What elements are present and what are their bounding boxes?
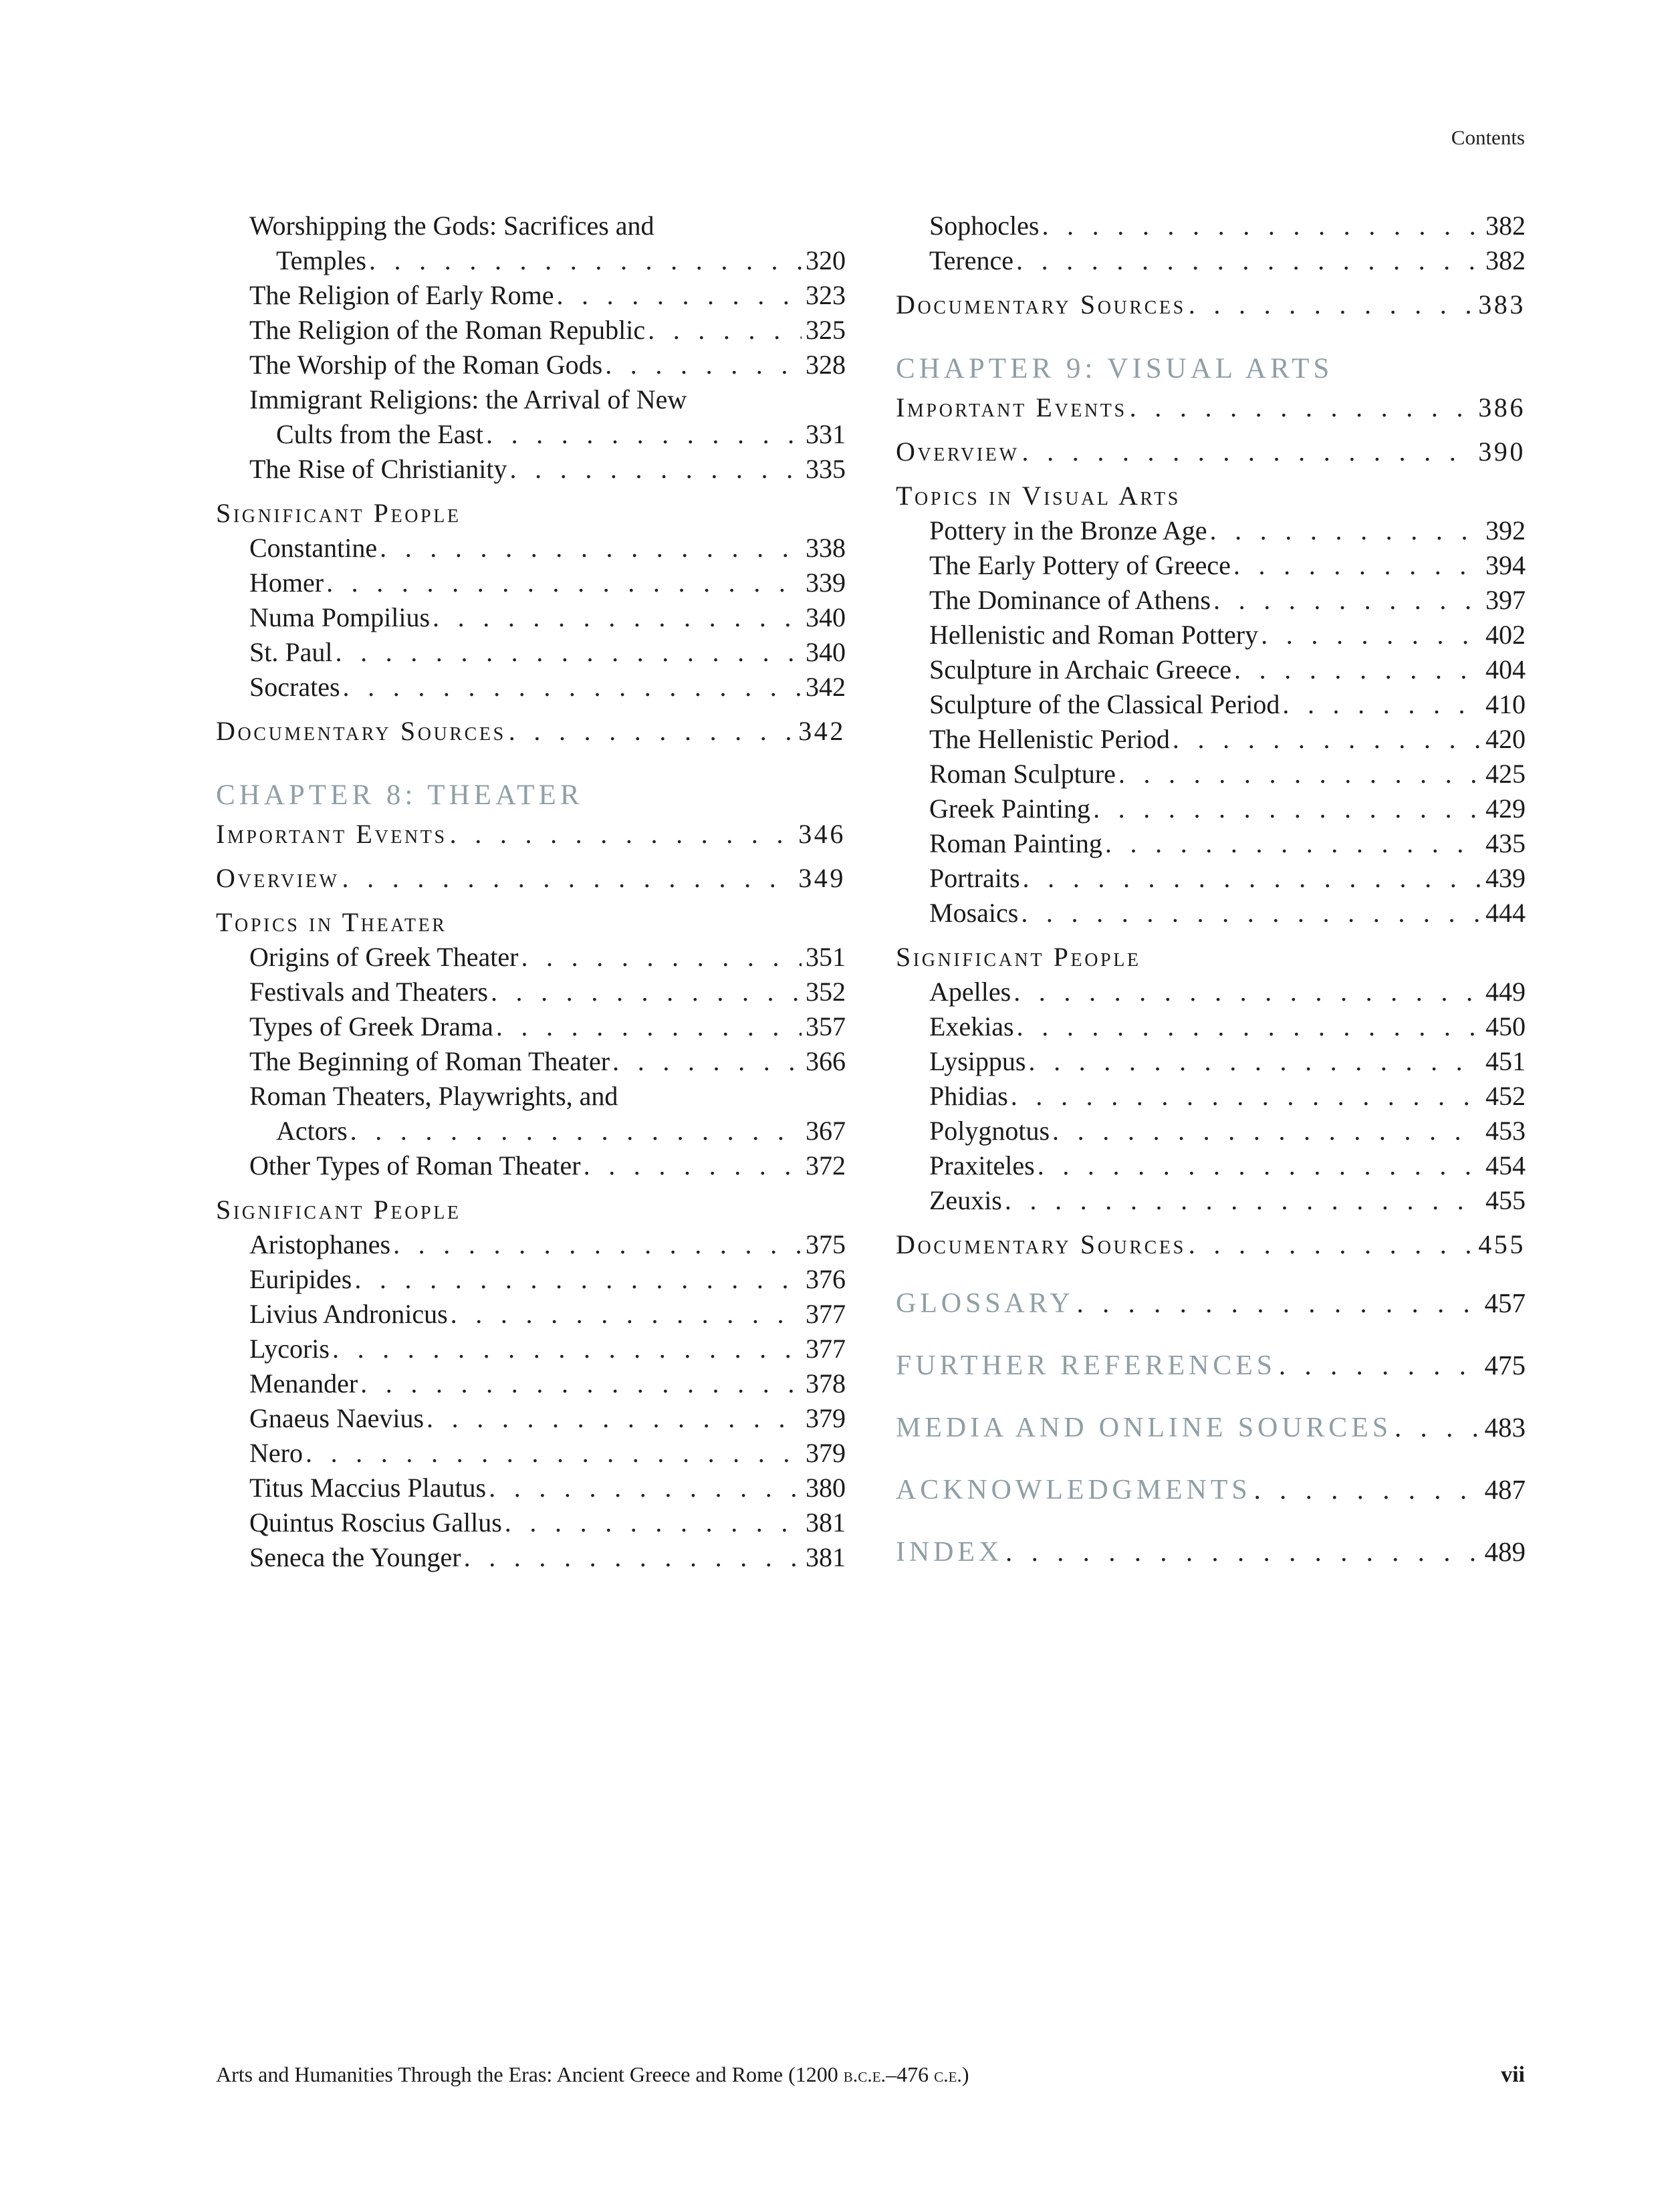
toc-leader (335, 635, 802, 670)
toc-entry-title: The Early Pottery of Greece (929, 550, 1231, 580)
toc-entry[interactable] (896, 1183, 1526, 1218)
toc-entry-title: FURTHER REFERENCES (896, 1350, 1276, 1381)
toc-page-number: 489 (1484, 1536, 1526, 1567)
toc-entry-title: Other Types of Roman Theater (249, 1150, 581, 1181)
toc-entry[interactable] (216, 566, 846, 600)
toc-entry[interactable] (896, 791, 1526, 826)
toc-page-number: 346 (798, 819, 846, 849)
toc-entry-documentary-sources[interactable] (896, 287, 1526, 322)
toc-entry-title: Menander (249, 1368, 358, 1398)
toc-leader (521, 940, 802, 975)
toc-entry-title: Overview (896, 437, 1019, 467)
toc-page-number: 323 (806, 280, 846, 310)
toc-entry-acknowledgments[interactable] (896, 1469, 1526, 1511)
toc-entry-title: The Worship of the Roman Gods (249, 350, 603, 380)
toc-entry-further-references[interactable] (896, 1344, 1526, 1386)
toc-page-number: 449 (1485, 977, 1526, 1007)
toc-entry-title: Quintus Roscius Gallus (249, 1507, 502, 1538)
toc-entry[interactable] (896, 722, 1526, 757)
chapter-title[interactable]: CHAPTER 8: THEATER (216, 779, 584, 811)
toc-leader (505, 1505, 802, 1540)
toc-entry[interactable] (216, 1332, 846, 1366)
toc-entry[interactable] (216, 1366, 846, 1401)
toc-entry[interactable] (216, 1009, 846, 1044)
toc-entry[interactable] (896, 583, 1526, 618)
toc-entry-title: The Religion of Early Rome (249, 280, 554, 310)
toc-entry-title: Types of Greek Drama (249, 1011, 493, 1041)
toc-page-number: 325 (806, 315, 846, 345)
toc-leader (1279, 1344, 1481, 1386)
toc-entry[interactable] (216, 1471, 846, 1505)
toc-entry[interactable] (216, 1297, 846, 1332)
toc-page-number: 429 (1485, 793, 1526, 824)
toc-entry[interactable] (216, 1227, 846, 1262)
toc-entry[interactable] (896, 1044, 1526, 1079)
toc-page-number: 320 (806, 245, 846, 275)
toc-entry-title: Lysippus (929, 1046, 1026, 1076)
toc-leader (1105, 826, 1481, 861)
toc-leader (360, 1366, 802, 1401)
toc-page-number: 378 (806, 1368, 846, 1398)
toc-leader (380, 531, 802, 566)
toc-entry[interactable] (216, 1401, 846, 1436)
toc-entry[interactable] (896, 1079, 1526, 1114)
toc-entry[interactable] (896, 861, 1526, 896)
toc-leader (1076, 1282, 1480, 1324)
toc-entry-title: Homer (249, 568, 324, 598)
toc-leader (433, 600, 802, 635)
toc-leader (491, 975, 802, 1009)
toc-page-number: 457 (1484, 1288, 1526, 1318)
toc-entry-continuation[interactable] (216, 243, 846, 278)
toc-entry-title: Actors (276, 1116, 348, 1146)
toc-entry-overview[interactable] (216, 861, 846, 896)
toc-leader (1016, 243, 1481, 278)
toc-leader (1261, 618, 1481, 652)
toc-page-number: 475 (1484, 1350, 1526, 1380)
toc-leader (1005, 1183, 1481, 1218)
toc-page-number: 338 (806, 533, 846, 563)
toc-entry[interactable] (216, 1044, 846, 1079)
toc-page-number: 379 (806, 1403, 846, 1433)
toc-entry[interactable] (896, 209, 1526, 243)
toc-entry-title: Gnaeus Naevius (249, 1403, 425, 1433)
toc-leader (464, 1540, 802, 1575)
toc-entry-title: Sophocles (929, 211, 1040, 241)
toc-leader (450, 817, 795, 852)
toc-entry-title: The Dominance of Athens (929, 585, 1211, 615)
toc-entry-documentary-sources[interactable] (896, 1227, 1526, 1262)
toc-leader (496, 1009, 802, 1044)
toc-entry-title: Constantine (249, 533, 378, 563)
toc-entry-title: Documentary Sources (896, 1229, 1186, 1259)
toc-page-number: 397 (1485, 585, 1526, 615)
toc-page-number: 335 (806, 454, 846, 484)
toc-entry[interactable] (216, 635, 846, 670)
toc-entry[interactable] (896, 975, 1526, 1009)
toc-entry[interactable] (216, 278, 846, 313)
page-number: vii (1501, 2062, 1525, 2087)
toc-entry[interactable] (896, 1009, 1526, 1044)
toc-leader (1209, 513, 1481, 548)
toc-entry[interactable] (216, 1262, 846, 1297)
toc-leader (1052, 1114, 1481, 1148)
toc-entry-title: MEDIA AND ONLINE SOURCES (896, 1413, 1392, 1443)
toc-leader (1093, 791, 1481, 826)
toc-page-number: 483 (1484, 1412, 1526, 1443)
toc-entry-title: Origins of Greek Theater (249, 942, 519, 972)
toc-leader (342, 861, 795, 896)
toc-entry-title: Numa Pompilius (249, 602, 431, 632)
toc-leader (1130, 390, 1475, 425)
toc-page-number: 381 (806, 1542, 846, 1572)
toc-page-number: 372 (806, 1150, 846, 1181)
toc-page-number: 376 (806, 1264, 846, 1294)
toc-entry-title: Greek Painting (929, 793, 1091, 824)
toc-entry[interactable] (216, 1079, 846, 1114)
toc-page-number: 351 (806, 942, 846, 972)
toc-entry[interactable] (216, 1148, 846, 1183)
toc-entry[interactable] (216, 975, 846, 1009)
toc-page-number: 382 (1485, 245, 1526, 275)
chapter-title[interactable]: CHAPTER 9: VISUAL ARTS (896, 353, 1334, 384)
toc-page-number: 450 (1485, 1011, 1526, 1041)
toc-leader (451, 1297, 802, 1332)
toc-page-number: 377 (806, 1299, 846, 1329)
toc-entry-title: The Hellenistic Period (929, 724, 1170, 754)
toc-entry[interactable] (216, 348, 846, 382)
toc-leader (1173, 722, 1481, 757)
toc-leader (605, 348, 802, 382)
toc-entry-title: Seneca the Younger (249, 1542, 461, 1572)
toc-leader (1023, 861, 1481, 896)
toc-page-number: 455 (1485, 1185, 1526, 1215)
toc-entry[interactable] (896, 1114, 1526, 1148)
toc-entry-title: Livius Andronicus (249, 1299, 448, 1329)
toc-entry-title: Immigrant Religions: the Arrival of New (249, 384, 687, 414)
toc-page-number: 342 (806, 672, 846, 702)
toc-leader (1042, 209, 1481, 243)
toc-entry[interactable] (216, 452, 846, 487)
toc-leader (556, 278, 802, 313)
toc-leader (326, 566, 802, 600)
toc-page-number: 383 (1478, 289, 1526, 320)
toc-entry-title: Roman Sculpture (929, 759, 1116, 789)
toc-entry-title: Worshipping the Gods: Sacrifices and (249, 211, 654, 241)
toc-entry[interactable] (896, 243, 1526, 278)
toc-page-number: 381 (806, 1507, 846, 1538)
toc-page-number: 357 (806, 1011, 846, 1041)
toc-leader (354, 1262, 802, 1297)
book-title: Arts and Humanities Through the Eras: Ancient Greece and Rome (1200 b.c.e.–476 c.e.) (216, 2062, 969, 2086)
toc-page-number: 377 (806, 1334, 846, 1364)
toc-entry[interactable] (896, 687, 1526, 722)
page-footer (216, 2062, 1525, 2088)
toc-page-number: 444 (1485, 898, 1526, 928)
toc-entry-important-events[interactable] (216, 817, 846, 852)
toc-page-number: 380 (806, 1473, 846, 1503)
toc-leader (1017, 1009, 1481, 1044)
toc-entry-title: Documentary Sources (216, 716, 506, 746)
toc-leader (612, 1044, 802, 1079)
toc-entry-title: Festivals and Theaters (249, 977, 488, 1007)
toc-entry-title: Polygnotus (929, 1116, 1050, 1146)
running-head: Contents (1451, 126, 1525, 149)
toc-entry-title: Temples (276, 245, 366, 275)
toc-leader (1254, 1469, 1481, 1510)
toc-leader (1022, 435, 1475, 469)
toc-entry-title: Portraits (929, 863, 1020, 893)
toc-page-number: 379 (806, 1438, 846, 1468)
toc-leader (393, 1227, 802, 1262)
toc-entry-title: Roman Painting (929, 828, 1102, 858)
toc-page-number: 352 (806, 977, 846, 1007)
toc-entry-title: Terence (929, 245, 1013, 275)
toc-entry-title: Documentary Sources (896, 289, 1186, 320)
toc-page-number: 375 (806, 1229, 846, 1259)
toc-entry[interactable] (896, 757, 1526, 791)
toc-entry[interactable] (216, 940, 846, 975)
toc-leader (343, 670, 802, 705)
toc-leader (1038, 1148, 1481, 1183)
toc-entry-title: Sculpture in Archaic Greece (929, 654, 1232, 685)
toc-leader (1011, 1079, 1481, 1114)
toc-leader (1282, 687, 1481, 722)
section-heading: Significant People (896, 942, 1141, 972)
toc-leader (1234, 652, 1481, 687)
toc-entry-documentary-sources[interactable] (216, 714, 846, 749)
toc-page-number: 366 (806, 1046, 846, 1076)
toc-page-number: 455 (1478, 1229, 1526, 1259)
toc-entry-title: Lycoris (249, 1334, 330, 1364)
toc-entry[interactable] (216, 209, 846, 243)
toc-entry[interactable] (216, 1540, 846, 1575)
toc-entry[interactable] (216, 1505, 846, 1540)
toc-entry-title: Socrates (249, 672, 340, 702)
toc-page-number: 451 (1485, 1046, 1526, 1076)
toc-entry-title: Titus Maccius Plautus (249, 1473, 487, 1503)
toc-leader (1028, 1044, 1481, 1079)
toc-page-number: 420 (1485, 724, 1526, 754)
toc-page-number: 410 (1485, 689, 1526, 719)
toc-entry-title: Nero (249, 1438, 303, 1468)
toc-entry[interactable] (216, 313, 846, 348)
toc-entry-title: St. Paul (249, 637, 333, 667)
toc-page-number: 435 (1485, 828, 1526, 858)
toc-page-number: 394 (1485, 550, 1526, 580)
toc-leader (1021, 896, 1481, 931)
toc-entry[interactable] (896, 1148, 1526, 1183)
toc-page-number: 339 (806, 568, 846, 598)
toc-entry-title: The Beginning of Roman Theater (249, 1046, 610, 1076)
toc-leader (648, 313, 802, 348)
toc-entry-title: Sculpture of the Classical Period (929, 689, 1280, 719)
toc-entry[interactable] (896, 618, 1526, 652)
toc-leader (1189, 1227, 1474, 1262)
toc-page-number: 340 (806, 602, 846, 632)
toc-entry-title: Exekias (929, 1011, 1014, 1041)
section-heading: Significant People (216, 498, 461, 528)
toc-leader (1233, 548, 1481, 583)
toc-entry-overview[interactable] (896, 435, 1526, 469)
toc-entry[interactable] (896, 652, 1526, 687)
toc-entry-title: Important Events (896, 392, 1127, 422)
toc-page-number: 454 (1485, 1150, 1526, 1181)
toc-leader (332, 1332, 802, 1366)
toc-page-number: 402 (1485, 620, 1526, 650)
toc-entry-title: Mosaics (929, 898, 1019, 928)
toc-leader (584, 1148, 802, 1183)
toc-leader (486, 417, 802, 452)
toc-entry-title: Pottery in the Bronze Age (929, 515, 1207, 545)
toc-entry-title: The Rise of Christianity (249, 454, 507, 484)
toc-entry[interactable] (216, 670, 846, 705)
toc-entry-continuation[interactable] (216, 1114, 846, 1148)
toc-leader (1189, 287, 1474, 322)
toc-entry-title: Aristophanes (249, 1229, 391, 1259)
toc-page-number: 390 (1478, 437, 1526, 467)
section-heading: Topics in Visual Arts (896, 481, 1181, 511)
toc-leader (489, 1471, 802, 1505)
toc-page-number: 328 (806, 350, 846, 380)
toc-entry-title: The Religion of the Roman Republic (249, 315, 646, 345)
toc-right-column (896, 209, 1526, 1573)
toc-entry-index[interactable] (896, 1531, 1526, 1573)
toc-entry[interactable] (216, 1436, 846, 1471)
toc-entry-title: Euripides (249, 1264, 352, 1294)
toc-leader (509, 714, 794, 749)
toc-entry-title: ACKNOWLEDGMENTS (896, 1475, 1251, 1505)
toc-page-number: 340 (806, 637, 846, 667)
toc-entry-title: Overview (216, 863, 340, 893)
toc-page-number: 404 (1485, 654, 1526, 685)
toc-page-number: 439 (1485, 863, 1526, 893)
toc-page-number: 367 (806, 1116, 846, 1146)
toc-entry[interactable] (216, 382, 846, 417)
toc-leader (1118, 757, 1481, 791)
toc-page-number: 487 (1484, 1474, 1526, 1505)
toc-page-number: 386 (1478, 392, 1526, 422)
toc-page-number: 349 (798, 863, 846, 893)
toc-page-number: 392 (1485, 515, 1526, 545)
section-heading: Significant People (216, 1195, 461, 1225)
toc-entry[interactable] (896, 826, 1526, 861)
toc-leader (306, 1436, 802, 1471)
toc-entry-glossary[interactable] (896, 1282, 1526, 1324)
toc-page-number: 452 (1485, 1081, 1526, 1111)
toc-leader (1395, 1406, 1481, 1448)
toc-page-number: 382 (1485, 211, 1526, 241)
toc-leader (369, 243, 802, 278)
toc-entry-title: INDEX (896, 1537, 1003, 1568)
toc-entry-title: Hellenistic and Roman Pottery (929, 620, 1259, 650)
toc-entry[interactable] (896, 896, 1526, 931)
toc-left-column (216, 209, 846, 1575)
toc-entry-title: GLOSSARY (896, 1288, 1074, 1319)
toc-entry-important-events[interactable] (896, 390, 1526, 425)
toc-leader (350, 1114, 802, 1148)
toc-entry[interactable] (216, 600, 846, 635)
toc-entry-title: Roman Theaters, Playwrights, and (249, 1081, 618, 1111)
toc-page-number: 331 (806, 419, 846, 449)
toc-leader (1213, 583, 1481, 618)
toc-entry-title: Important Events (216, 819, 447, 849)
toc-entry-continuation[interactable] (216, 417, 846, 452)
toc-leader (427, 1401, 802, 1436)
toc-entry-title: Apelles (929, 977, 1011, 1007)
toc-entry-title: Praxiteles (929, 1150, 1035, 1181)
toc-page-number: 342 (798, 716, 846, 746)
toc-leader (510, 452, 802, 487)
toc-entry[interactable] (216, 531, 846, 566)
section-heading: Topics in Theater (216, 907, 447, 937)
toc-entry-media-online-sources[interactable] (896, 1406, 1526, 1449)
toc-entry-title: Phidias (929, 1081, 1008, 1111)
toc-entry[interactable] (896, 548, 1526, 583)
toc-leader (1013, 975, 1481, 1009)
toc-leader (1005, 1531, 1480, 1572)
toc-page-number: 425 (1485, 759, 1526, 789)
toc-entry-title: Zeuxis (929, 1185, 1002, 1215)
toc-page-number: 453 (1485, 1116, 1526, 1146)
toc-entry[interactable] (896, 513, 1526, 548)
toc-entry-title: Cults from the East (276, 419, 483, 449)
